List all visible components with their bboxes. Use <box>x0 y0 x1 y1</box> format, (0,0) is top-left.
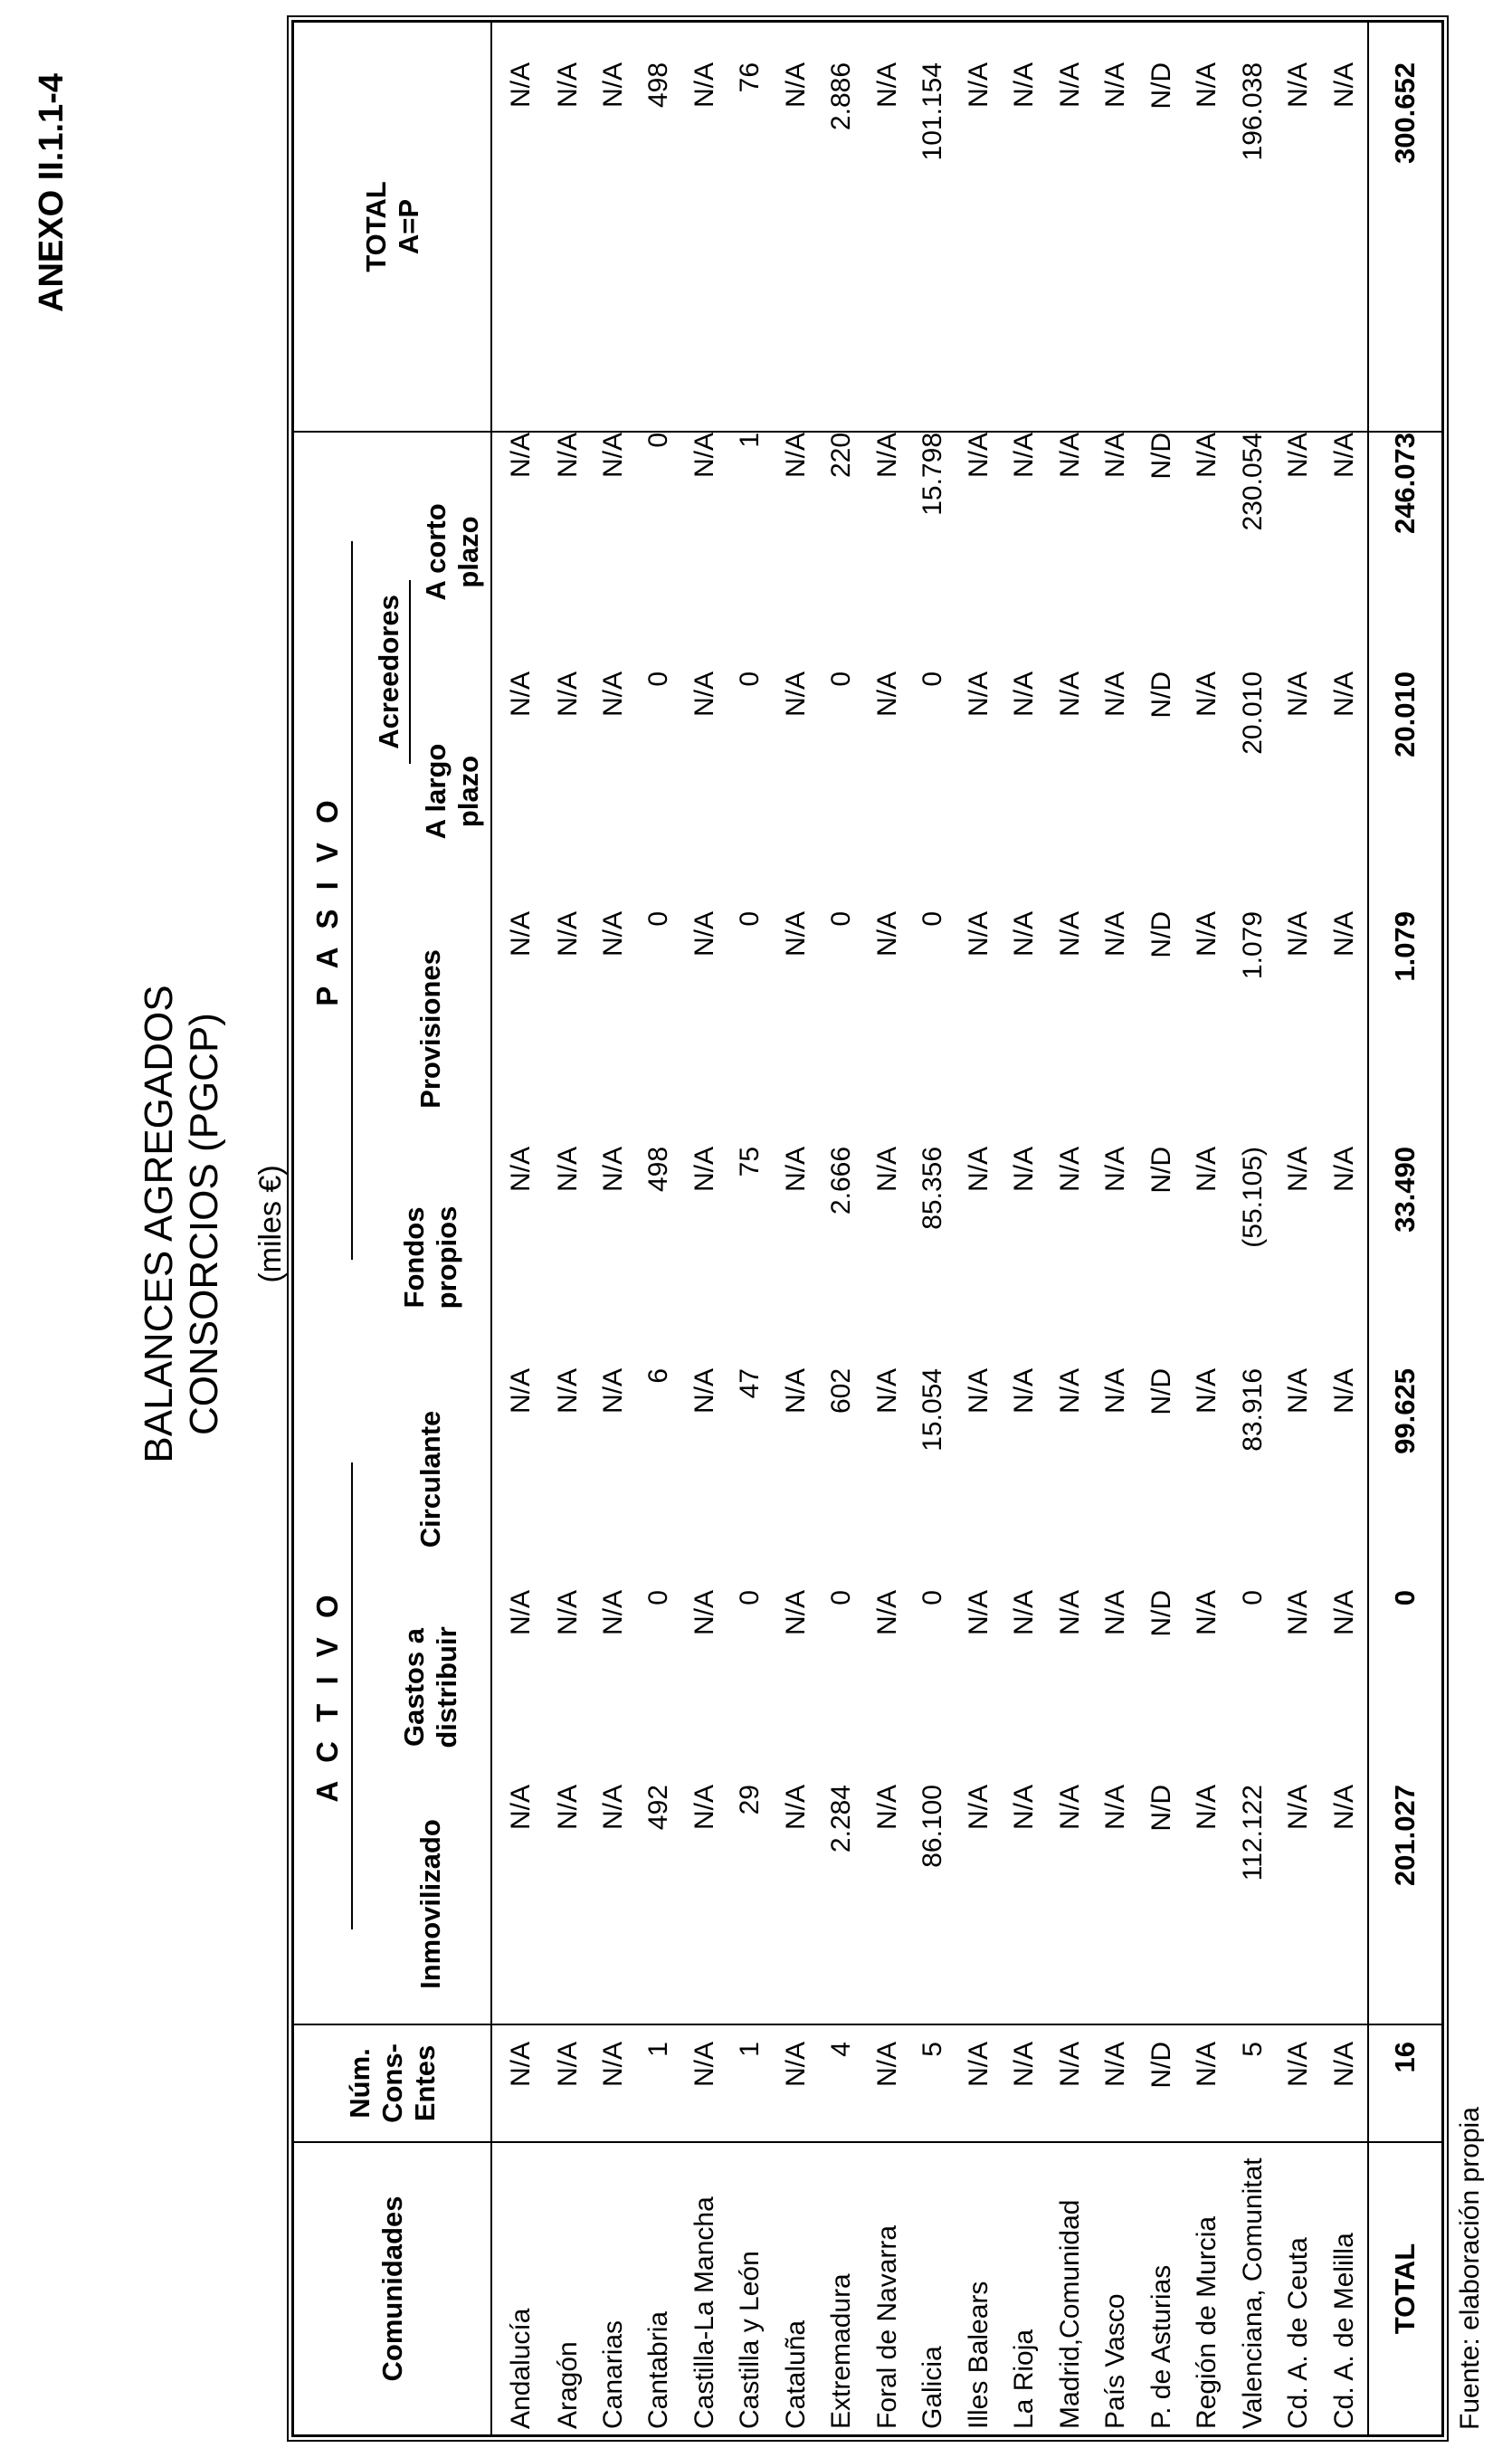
cell-inm: N/A <box>1100 1785 1131 1831</box>
cell-cir: 6 <box>643 1367 674 1384</box>
cell-lar: N/A <box>1328 671 1359 717</box>
cell-lar: N/A <box>780 671 811 717</box>
table-row <box>636 23 681 2434</box>
cell-gas: N/A <box>1328 1590 1359 1636</box>
cell-cor: 0 <box>643 432 674 448</box>
cell-tot: 2.886 <box>819 23 864 432</box>
cell-cor: N/A <box>552 432 583 478</box>
cell-fon: N/A <box>552 1146 583 1192</box>
total-cell-gas: 0 <box>1368 1590 1441 1785</box>
header-inmovilizado: Inmovilizado <box>370 1785 491 2024</box>
row-comunidad: Región de Murcia <box>1184 2142 1230 2434</box>
header-corto-plazo <box>414 432 491 672</box>
header-acreedores-group <box>370 432 414 911</box>
cell-pro: 0 <box>826 910 857 927</box>
cell-gas: N/A <box>552 1590 583 1636</box>
cell-cor: N/A <box>780 432 811 478</box>
cell-cor: N/A <box>1328 432 1359 478</box>
cell-num: N/A <box>1093 2024 1138 2142</box>
cell-num: N/A <box>774 2024 819 2142</box>
cell-num: 5 <box>910 2024 956 2142</box>
total-cell-cir: 99.625 <box>1368 1368 1441 1590</box>
table-row <box>910 23 956 2434</box>
cell-tot: N/A <box>491 23 545 432</box>
table-row <box>774 23 819 2434</box>
header-num-line2: Cons- <box>376 2043 408 2123</box>
table-row <box>1047 23 1092 2434</box>
cell-pro: N/A <box>506 910 537 957</box>
cell-gas: N/A <box>871 1590 902 1636</box>
cell-num: 4 <box>819 2024 864 2142</box>
header-total-line1: TOTAL <box>359 181 392 272</box>
cell-inm: N/A <box>1328 1785 1359 1831</box>
cell-pro: N/A <box>963 910 994 957</box>
cell-lar: N/A <box>871 671 902 717</box>
header-num-entes <box>294 2024 491 2142</box>
cell-tot: N/A <box>545 23 590 432</box>
cell-cir: 15.054 <box>918 1367 948 1452</box>
cell-lar: N/A <box>1100 671 1131 717</box>
cell-pro: N/A <box>871 910 902 957</box>
table-body <box>491 23 1441 2434</box>
total-cell-fon: 33.490 <box>1368 1147 1441 1368</box>
cell-tot: 196.038 <box>1230 23 1275 432</box>
row-comunidad: Castilla-La Mancha <box>682 2142 727 2434</box>
cell-gas: N/A <box>598 1590 628 1636</box>
table-row <box>1230 23 1275 2434</box>
cell-pro: 0 <box>918 910 948 927</box>
row-comunidad: Madrid,Comunidad <box>1047 2142 1092 2434</box>
cell-num: N/A <box>956 2024 1002 2142</box>
cell-cir: N/A <box>598 1367 628 1414</box>
cell-num: N/D <box>1138 2024 1184 2142</box>
header-gastos-line2: distribuir <box>430 1626 462 1748</box>
cell-tot: N/A <box>1184 23 1230 432</box>
cell-num: N/A <box>545 2024 590 2142</box>
cell-pro: 0 <box>735 910 766 927</box>
table-row <box>1321 23 1368 2434</box>
cell-num: N/A <box>591 2024 636 2142</box>
table-row <box>1138 23 1184 2434</box>
cell-num: N/A <box>682 2024 727 2142</box>
header-corto-line1: A corto <box>419 503 452 601</box>
table-row <box>1276 23 1321 2434</box>
cell-cor: N/A <box>1192 432 1222 478</box>
cell-lar: N/A <box>963 671 994 717</box>
cell-inm: N/A <box>963 1785 994 1831</box>
row-comunidad: La Rioja <box>1002 2142 1047 2434</box>
cell-inm: N/A <box>780 1785 811 1831</box>
cell-inm: N/A <box>1009 1785 1040 1831</box>
cell-cor: N/A <box>689 432 719 478</box>
cell-tot: N/A <box>1276 23 1321 432</box>
header-circulante: Circulante <box>370 1368 491 1590</box>
row-comunidad: Andalucía <box>491 2142 545 2434</box>
table-row <box>1184 23 1230 2434</box>
total-row <box>1368 23 1441 2434</box>
header-comunidades: Comunidades <box>294 2142 491 2434</box>
cell-gas: N/A <box>963 1590 994 1636</box>
cell-cor: N/D <box>1146 432 1176 480</box>
header-fondos <box>370 1147 491 1368</box>
cell-cor: N/A <box>963 432 994 478</box>
cell-num: N/A <box>1184 2024 1230 2142</box>
cell-pro: N/A <box>552 910 583 957</box>
header-total <box>294 23 491 432</box>
header-fondos-line2: propios <box>430 1205 462 1310</box>
cell-tot: N/A <box>1002 23 1047 432</box>
row-comunidad: Aragón <box>545 2142 590 2434</box>
cell-tot: N/A <box>956 23 1002 432</box>
header-provisiones: Provisiones <box>370 911 491 1147</box>
total-cell-pro: 1.079 <box>1368 911 1441 1147</box>
balance-table <box>294 23 1441 2434</box>
cell-lar: N/A <box>506 671 537 717</box>
row-comunidad: País Vasco <box>1093 2142 1138 2434</box>
total-cell-cor: 246.073 <box>1368 432 1441 672</box>
cell-inm: 2.284 <box>826 1785 857 1853</box>
cell-lar: 20.010 <box>1237 671 1268 755</box>
cell-cor: N/A <box>871 432 902 478</box>
header-pasivo: P A S I V O <box>311 541 353 1260</box>
cell-lar: N/A <box>552 671 583 717</box>
row-comunidad: Valenciana, Comunitat <box>1230 2142 1275 2434</box>
cell-num: 5 <box>1230 2024 1275 2142</box>
cell-cor: N/A <box>1100 432 1131 478</box>
cell-inm: N/D <box>1146 1785 1176 1832</box>
page-title-line2: CONSORCIOS (PGCP) <box>182 1013 226 1435</box>
cell-cor: 230.054 <box>1237 432 1268 531</box>
cell-inm: N/A <box>1192 1785 1222 1831</box>
header-gastos-line1: Gastos a <box>397 1628 430 1747</box>
header-pasivo-group <box>294 432 370 1368</box>
cell-tot: 498 <box>636 23 681 432</box>
cell-fon: N/A <box>1283 1146 1314 1192</box>
cell-num: 1 <box>727 2024 773 2142</box>
table-row <box>727 23 773 2434</box>
cell-inm: N/A <box>552 1785 583 1831</box>
row-comunidad: Cataluña <box>774 2142 819 2434</box>
cell-cir: 83.916 <box>1237 1367 1268 1452</box>
table-row <box>491 23 545 2434</box>
cell-cir: N/A <box>780 1367 811 1414</box>
cell-fon: 498 <box>643 1146 674 1193</box>
cell-tot: N/A <box>865 23 910 432</box>
cell-gas: N/D <box>1146 1590 1176 1637</box>
cell-gas: 0 <box>1237 1590 1268 1605</box>
cell-cir: N/A <box>1009 1367 1040 1414</box>
cell-lar: N/A <box>1192 671 1222 717</box>
total-label: TOTAL <box>1368 2142 1441 2434</box>
cell-fon: 75 <box>735 1146 766 1177</box>
cell-pro: N/A <box>1328 910 1359 957</box>
row-comunidad: Extremadura <box>819 2142 864 2434</box>
cell-inm: 86.100 <box>918 1785 948 1868</box>
cell-gas: 0 <box>826 1590 857 1605</box>
cell-cir: N/D <box>1146 1367 1176 1415</box>
cell-cir: N/A <box>1100 1367 1131 1414</box>
header-num-line1: Núm. <box>343 2048 376 2119</box>
header-largo-line1: A largo <box>419 743 452 840</box>
cell-lar: N/A <box>1009 671 1040 717</box>
cell-lar: N/D <box>1146 671 1176 719</box>
cell-cir: N/A <box>552 1367 583 1414</box>
cell-num: N/A <box>1276 2024 1321 2142</box>
table-row <box>591 23 636 2434</box>
row-comunidad: Castilla y León <box>727 2142 773 2434</box>
cell-fon: N/A <box>963 1146 994 1192</box>
cell-lar: N/A <box>1054 671 1085 717</box>
cell-lar: 0 <box>735 671 766 687</box>
cell-inm: 29 <box>735 1785 766 1815</box>
cell-lar: 0 <box>643 671 674 687</box>
row-comunidad: Galicia <box>910 2142 956 2434</box>
cell-cor: 15.798 <box>918 432 948 516</box>
cell-pro: N/A <box>780 910 811 957</box>
cell-gas: 0 <box>643 1590 674 1605</box>
cell-lar: 0 <box>918 671 948 687</box>
table-row <box>1093 23 1138 2434</box>
cell-fon: N/A <box>871 1146 902 1192</box>
cell-fon: 85.356 <box>918 1146 948 1230</box>
cell-inm: N/A <box>1283 1785 1314 1831</box>
source-note: Fuente: elaboración propia <box>1455 2107 1485 2430</box>
cell-tot: 101.154 <box>910 23 956 432</box>
header-activo-group <box>294 1368 370 2024</box>
cell-cir: N/A <box>506 1367 537 1414</box>
header-acreedores: Acreedores <box>373 580 411 764</box>
cell-fon: N/A <box>598 1146 628 1192</box>
cell-cor: N/A <box>1009 432 1040 478</box>
cell-tot: N/A <box>1321 23 1368 432</box>
cell-inm: N/A <box>598 1785 628 1831</box>
cell-cir: N/A <box>1283 1367 1314 1414</box>
cell-fon: N/D <box>1146 1146 1176 1194</box>
annex-label: ANEXO II.1.1-4 <box>33 73 71 312</box>
cell-cir: N/A <box>1328 1367 1359 1414</box>
header-activo: A C T I V O <box>311 1462 353 1929</box>
cell-pro: N/A <box>1100 910 1131 957</box>
cell-pro: N/A <box>1283 910 1314 957</box>
cell-cir: N/A <box>1192 1367 1222 1414</box>
table-row <box>865 23 910 2434</box>
cell-inm: 492 <box>643 1785 674 1831</box>
header-gastos <box>370 1590 491 1785</box>
row-comunidad: Canarias <box>591 2142 636 2434</box>
total-cell-tot: 300.652 <box>1368 23 1441 432</box>
cell-gas: N/A <box>1100 1590 1131 1636</box>
cell-fon: N/A <box>1054 1146 1085 1192</box>
cell-pro: 1.079 <box>1237 910 1268 980</box>
cell-pro: N/A <box>598 910 628 957</box>
cell-gas: N/A <box>780 1590 811 1636</box>
cell-pro: 0 <box>643 910 674 927</box>
header-total-line2: A=P <box>392 198 424 255</box>
cell-tot: N/A <box>682 23 727 432</box>
cell-inm: 112.122 <box>1237 1785 1268 1881</box>
cell-gas: N/A <box>689 1590 719 1636</box>
cell-gas: 0 <box>918 1590 948 1605</box>
cell-cor: N/A <box>506 432 537 478</box>
page-title-line1: BALANCES AGREGADOS <box>137 985 181 1463</box>
cell-tot: N/A <box>1093 23 1138 432</box>
cell-fon: N/A <box>1100 1146 1131 1192</box>
row-comunidad: Foral de Navarra <box>865 2142 910 2434</box>
cell-inm: N/A <box>689 1785 719 1831</box>
header-largo-line2: plazo <box>452 755 484 828</box>
header-largo-plazo <box>414 672 491 911</box>
units-label: (miles €) <box>253 1165 288 1283</box>
cell-cor: N/A <box>1283 432 1314 478</box>
cell-inm: N/A <box>871 1785 902 1831</box>
cell-num: N/A <box>865 2024 910 2142</box>
cell-cor: 1 <box>735 432 766 448</box>
cell-tot: N/A <box>774 23 819 432</box>
table-row <box>682 23 727 2434</box>
total-cell-lar: 20.010 <box>1368 672 1441 911</box>
cell-fon: N/A <box>1009 1146 1040 1192</box>
cell-cir: 47 <box>735 1367 766 1399</box>
cell-fon: N/A <box>689 1146 719 1192</box>
cell-cor: N/A <box>598 432 628 478</box>
cell-pro: N/D <box>1146 910 1176 958</box>
cell-gas: N/A <box>1054 1590 1085 1636</box>
balance-table-frame <box>291 20 1444 2437</box>
row-comunidad: Cd. A. de Melilla <box>1321 2142 1368 2434</box>
header-fondos-line1: Fondos <box>397 1206 430 1309</box>
cell-tot: N/A <box>1047 23 1092 432</box>
header-num-line3: Entes <box>408 2044 441 2122</box>
cell-cir: N/A <box>963 1367 994 1414</box>
table-row <box>819 23 864 2434</box>
cell-cir: 602 <box>826 1367 857 1415</box>
cell-gas: N/A <box>1009 1590 1040 1636</box>
cell-cor: N/A <box>1054 432 1085 478</box>
cell-cir: N/A <box>871 1367 902 1414</box>
cell-gas: 0 <box>735 1590 766 1605</box>
table-row <box>956 23 1002 2434</box>
cell-num: N/A <box>1321 2024 1368 2142</box>
row-comunidad: Cd. A. de Ceuta <box>1276 2142 1321 2434</box>
row-comunidad: Illes Balears <box>956 2142 1002 2434</box>
cell-pro: N/A <box>1192 910 1222 957</box>
table-row <box>1002 23 1047 2434</box>
cell-num: N/A <box>491 2024 545 2142</box>
cell-inm: N/A <box>1054 1785 1085 1831</box>
table-row <box>545 23 590 2434</box>
cell-fon: N/A <box>506 1146 537 1192</box>
cell-gas: N/A <box>1283 1590 1314 1636</box>
cell-lar: N/A <box>689 671 719 717</box>
cell-gas: N/A <box>1192 1590 1222 1636</box>
cell-pro: N/A <box>1054 910 1085 957</box>
cell-lar: N/A <box>598 671 628 717</box>
row-comunidad: P. de Asturias <box>1138 2142 1184 2434</box>
cell-pro: N/A <box>689 910 719 957</box>
header-corto-line2: plazo <box>452 516 484 588</box>
cell-tot: 76 <box>727 23 773 432</box>
cell-lar: N/A <box>1283 671 1314 717</box>
cell-num: 1 <box>636 2024 681 2142</box>
row-comunidad: Cantabria <box>636 2142 681 2434</box>
cell-fon: N/A <box>780 1146 811 1192</box>
cell-tot: N/D <box>1138 23 1184 432</box>
cell-cor: 220 <box>826 432 857 479</box>
cell-cir: N/A <box>1054 1367 1085 1414</box>
cell-fon: (55.105) <box>1237 1146 1268 1248</box>
cell-gas: N/A <box>506 1590 537 1636</box>
cell-inm: N/A <box>506 1785 537 1831</box>
cell-lar: 0 <box>826 671 857 687</box>
cell-num: N/A <box>1002 2024 1047 2142</box>
cell-fon: N/A <box>1192 1146 1222 1192</box>
total-cell-num: 16 <box>1368 2024 1441 2142</box>
total-cell-inm: 201.027 <box>1368 1785 1441 2024</box>
cell-num: N/A <box>1047 2024 1092 2142</box>
cell-fon: 2.666 <box>826 1146 857 1215</box>
cell-cir: N/A <box>689 1367 719 1414</box>
cell-pro: N/A <box>1009 910 1040 957</box>
cell-fon: N/A <box>1328 1146 1359 1192</box>
cell-tot: N/A <box>591 23 636 432</box>
